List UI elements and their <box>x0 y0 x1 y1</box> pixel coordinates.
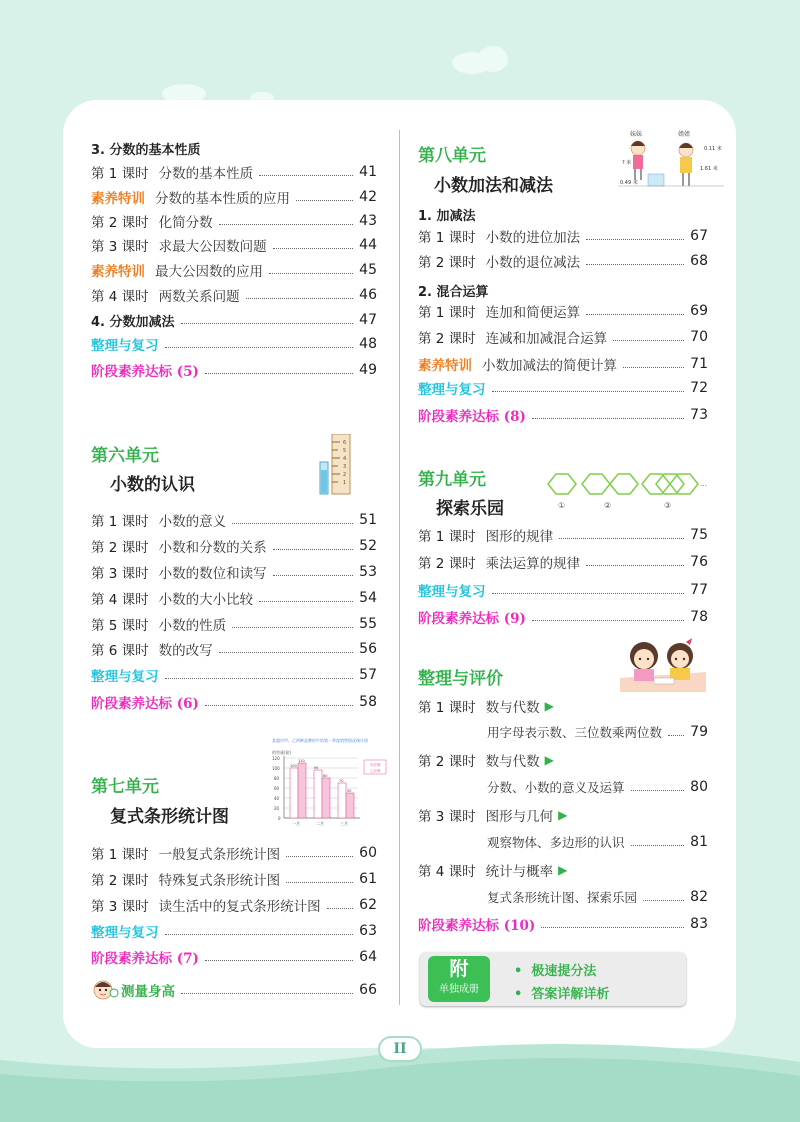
entry-title: 阶段素养达标 (5) <box>91 364 199 380</box>
dot-leader <box>668 735 684 736</box>
toc-entry[interactable] <box>418 913 708 935</box>
bullet-icon: • <box>514 964 523 979</box>
lesson-label: 第 2 课时 <box>418 556 476 572</box>
entry-subtitle: 分数、小数的意义及运算 <box>487 780 625 795</box>
chart-illus-value: 80 <box>323 774 328 778</box>
toc-sub-entry[interactable] <box>487 886 708 908</box>
dot-leader <box>492 391 685 392</box>
page-ref: 44 <box>359 237 377 253</box>
appendix-box <box>420 952 686 1006</box>
figure-label: 妹妹 <box>630 131 643 138</box>
unit-label: 整理与评价 <box>418 669 503 689</box>
lesson-label: 第 1 课时 <box>91 166 149 182</box>
dot-leader <box>259 601 353 602</box>
dot-leader <box>586 239 684 240</box>
entry-title: 整理与复习 <box>91 925 159 941</box>
dot-leader <box>327 908 353 909</box>
dot-leader <box>541 927 684 928</box>
dot-leader <box>643 900 684 901</box>
toc-entry[interactable] <box>91 535 377 557</box>
toc-sub-entry[interactable] <box>487 831 708 853</box>
toc-entry[interactable] <box>418 404 708 426</box>
toc-entry[interactable] <box>91 842 377 864</box>
lesson-label: 第 1 课时 <box>418 305 476 321</box>
entry-title: 整理与复习 <box>418 382 486 398</box>
page-ref: 55 <box>359 616 377 632</box>
figure-label: ? 米 <box>622 160 632 166</box>
page-ref: 63 <box>359 923 377 939</box>
lesson-label: 第 2 课时 <box>91 540 149 556</box>
page-ref: 61 <box>359 871 377 887</box>
entry-title: 测量身高 <box>121 984 175 1000</box>
lesson-label: 素养特训 <box>91 191 145 207</box>
dot-leader <box>205 960 353 961</box>
page-ref: 48 <box>359 336 377 352</box>
entry-title: 图形的规律 <box>485 529 554 545</box>
play-arrow-icon: ▶ <box>544 753 554 767</box>
dot-leader <box>246 298 353 299</box>
chart-illus-ytick: 0 <box>278 816 281 821</box>
entry-title: 化简分数 <box>158 215 213 231</box>
entry-title: 分数的基本性质 <box>158 166 254 182</box>
play-arrow-icon: ▶ <box>558 863 568 877</box>
toc-entry[interactable] <box>91 333 377 355</box>
ruler-illustration <box>318 434 354 496</box>
lesson-label: 第 1 课时 <box>418 529 476 545</box>
toc-entry[interactable] <box>91 638 377 660</box>
entry-title: 阶段素养达标 (6) <box>91 696 199 712</box>
chart-illus-value: 110 <box>298 759 305 763</box>
chart-illus-bar <box>298 763 306 818</box>
chart-illus-value: 50 <box>347 789 352 793</box>
lesson-label: 第 2 课时 <box>418 331 476 347</box>
toc-entry[interactable] <box>91 234 377 256</box>
page-ref: 66 <box>359 982 377 998</box>
dot-leader <box>559 538 684 539</box>
dot-leader <box>532 418 684 419</box>
page-ref: 69 <box>690 303 708 319</box>
toc-entry[interactable] <box>418 300 708 322</box>
unit-label: 第九单元 <box>418 470 486 490</box>
toc-entry[interactable] <box>91 186 377 208</box>
lesson-label: 第 2 课时 <box>418 754 476 770</box>
toc-entry[interactable] <box>418 326 708 348</box>
entry-title: 4. 分数加减法 <box>91 314 175 330</box>
lesson-label: 第 3 课时 <box>91 899 149 915</box>
toc-entry[interactable] <box>91 946 377 968</box>
sisters-height-illustration <box>618 128 724 192</box>
dot-leader <box>219 652 353 653</box>
appendix-item[interactable] <box>514 983 609 1002</box>
page-ref: 72 <box>690 380 708 396</box>
toc-entry[interactable] <box>91 587 377 609</box>
toc-entry[interactable] <box>91 210 377 232</box>
lesson-label: 第 4 课时 <box>91 592 149 608</box>
entry-title: 整理与复习 <box>91 669 159 685</box>
toc-entry[interactable] <box>91 561 377 583</box>
page-ref: 56 <box>359 641 377 657</box>
chart-illus-month: 二月 <box>316 821 324 826</box>
unit-title: 小数的认识 <box>110 475 195 495</box>
figure-number: ② <box>604 501 612 510</box>
lesson-label: 第 5 课时 <box>91 618 149 634</box>
page-ref: 75 <box>690 527 708 543</box>
dot-leader <box>269 273 353 274</box>
page-ref: 82 <box>690 889 708 905</box>
bullet-icon: • <box>514 987 523 1002</box>
entry-title: 小数的意义 <box>158 514 227 530</box>
kid-mascot-icon <box>91 979 119 1001</box>
chart-illus-value: 95 <box>314 766 319 770</box>
lesson-label: 第 1 课时 <box>91 514 149 530</box>
hexagon-pattern-illustration <box>544 466 710 512</box>
section-heading: 3. 分数的基本性质 <box>91 143 201 158</box>
page-ref: 53 <box>359 564 377 580</box>
page-ref: 83 <box>690 916 708 932</box>
entry-title: 数与代数 <box>485 700 540 716</box>
dot-leader <box>532 620 684 621</box>
toc-entry[interactable] <box>91 161 377 183</box>
entry-title: 小数的大小比较 <box>158 592 254 608</box>
toc-entry[interactable] <box>418 579 708 601</box>
lesson-label: 素养特训 <box>91 264 145 280</box>
toc-entry[interactable] <box>91 613 377 635</box>
chart-illus-month: 三月 <box>340 821 348 826</box>
entry-title: 阶段素养达标 (8) <box>418 409 526 425</box>
entry-title: 阶段素养达标 (9) <box>418 611 526 627</box>
dot-leader <box>273 575 353 576</box>
dot-leader <box>623 367 684 368</box>
section-heading: 2. 混合运算 <box>418 285 489 300</box>
figure-label: 0.11 米 <box>704 146 722 152</box>
unit-title: 小数加法和减法 <box>434 176 553 196</box>
page-ref: 62 <box>359 897 377 913</box>
lesson-label: 第 1 课时 <box>418 700 476 716</box>
dot-leader <box>205 705 353 706</box>
entry-title: 乘法运算的规律 <box>485 556 581 572</box>
toc-sub-entry[interactable] <box>487 776 708 798</box>
ruler-mark: 4 <box>343 456 347 462</box>
chart-illus-bar <box>314 770 322 818</box>
dot-leader <box>586 314 684 315</box>
dot-leader <box>286 882 353 883</box>
toc-entry[interactable] <box>418 524 708 546</box>
ruler-mark: 2 <box>343 472 347 478</box>
entry-title: 图形与几何 <box>485 809 554 825</box>
chart-illus-legend-item: 甲品牌 <box>370 763 381 767</box>
entry-title: 小数的性质 <box>158 618 227 634</box>
entry-title: 特殊复式条形统计图 <box>158 873 281 889</box>
page-ref: 45 <box>359 262 377 278</box>
entry-title: 小数的退位减法 <box>485 255 581 271</box>
chart-illus-bar <box>346 793 354 818</box>
page-ref: 67 <box>690 228 708 244</box>
page-ref: 64 <box>359 949 377 965</box>
page-ref: 51 <box>359 512 377 528</box>
appendix-badge <box>428 956 490 1002</box>
entry-title: 统计与概率 <box>485 864 554 880</box>
dot-leader <box>219 224 353 225</box>
lesson-label: 第 2 课时 <box>418 255 476 271</box>
toc-entry[interactable] <box>418 377 708 399</box>
dot-leader <box>286 856 353 857</box>
figure-number: ① <box>558 501 566 510</box>
chart-illus-ytick: 60 <box>274 786 280 791</box>
page-number: II <box>378 1036 422 1062</box>
toc-entry[interactable] <box>418 695 708 717</box>
toc-entry[interactable] <box>91 868 377 890</box>
dot-leader <box>165 934 354 935</box>
unit-title: 探索乐园 <box>436 499 504 519</box>
ruler-mark: 1 <box>343 480 347 486</box>
entry-title: 一般复式条形统计图 <box>158 847 281 863</box>
entry-title: 整理与复习 <box>418 584 486 600</box>
chart-illus-value: 70 <box>339 779 344 783</box>
chart-illus-ytick: 100 <box>272 766 280 771</box>
page-ref: 47 <box>359 312 377 328</box>
entry-title: 小数的进位加法 <box>485 230 581 246</box>
page-ref: 76 <box>690 554 708 570</box>
toc-entry[interactable] <box>91 309 377 331</box>
entry-subtitle: 用字母表示数、三位数乘两位数 <box>487 725 663 740</box>
entry-title: 小数加减法的简便计算 <box>482 358 617 374</box>
column-divider <box>399 130 400 1005</box>
dot-leader <box>165 347 354 348</box>
lesson-label: 第 3 课时 <box>91 239 149 255</box>
page-ref: 60 <box>359 845 377 861</box>
dot-leader <box>181 993 353 994</box>
toc-entry[interactable] <box>91 894 377 916</box>
dot-leader <box>492 593 685 594</box>
toc-entry[interactable] <box>91 920 377 942</box>
lesson-label: 第 2 课时 <box>91 215 149 231</box>
lesson-label: 第 4 课时 <box>91 289 149 305</box>
lesson-label: 第 1 课时 <box>91 847 149 863</box>
toc-entry[interactable] <box>91 259 377 281</box>
entry-title: 阶段素养达标 (7) <box>91 951 199 967</box>
dot-leader <box>586 565 684 566</box>
chart-illus-ytick: 80 <box>274 776 280 781</box>
dot-leader <box>613 340 684 341</box>
section-heading: 1. 加减法 <box>418 209 476 224</box>
toc-entry[interactable] <box>418 749 708 771</box>
entry-subtitle: 观察物体、多边形的认识 <box>487 835 625 850</box>
toc-entry[interactable] <box>91 284 377 306</box>
ellipsis-mark: … <box>700 480 707 488</box>
entry-title: 整理与复习 <box>91 338 159 354</box>
entry-title: 小数的数位和读写 <box>158 566 267 582</box>
chart-illus-ytick: 120 <box>272 756 280 761</box>
dot-leader <box>259 175 353 176</box>
play-arrow-icon: ▶ <box>544 699 554 713</box>
unit-label: 第七单元 <box>91 777 159 797</box>
chart-illus-yunit: 销售量(箱) <box>272 750 292 755</box>
toc-entry[interactable] <box>418 859 708 881</box>
entry-title: 小数和分数的关系 <box>158 540 267 556</box>
page-ref: 43 <box>359 213 377 229</box>
page-ref: 73 <box>690 407 708 423</box>
dot-leader <box>631 845 684 846</box>
entry-title: 阶段素养达标 (10) <box>418 918 536 934</box>
ruler-mark: 6 <box>343 440 347 446</box>
entry-title: 数的改写 <box>158 643 213 659</box>
page-ref: 79 <box>690 724 708 740</box>
toc-entry[interactable] <box>418 804 708 826</box>
ruler-mark: 3 <box>343 464 347 470</box>
appendix-badge-title: 附 <box>449 958 469 980</box>
chart-illus-bar <box>338 783 346 818</box>
dot-leader <box>296 200 353 201</box>
page-ref: 71 <box>690 356 708 372</box>
chart-illus-month: 一月 <box>292 821 300 826</box>
bar-chart-illustration <box>270 736 388 828</box>
toc-entry[interactable] <box>91 979 377 1001</box>
page-ref: 41 <box>359 164 377 180</box>
toc-entry[interactable] <box>91 691 377 713</box>
entry-subtitle: 复式条形统计图、探索乐园 <box>487 890 638 905</box>
entry-title: 分数的基本性质的应用 <box>155 191 290 207</box>
toc-entry[interactable] <box>91 509 377 531</box>
dot-leader <box>165 678 354 679</box>
dot-leader <box>205 373 353 374</box>
toc-entry[interactable] <box>418 551 708 573</box>
entry-title: 两数关系问题 <box>158 289 240 305</box>
unit-label: 第八单元 <box>418 146 486 166</box>
entry-title: 连加和简便运算 <box>485 305 581 321</box>
chart-illus-title: 某超市甲、乙两种品牌的牛奶第一季度销售情况统计图 <box>272 738 368 743</box>
page-ref: 77 <box>690 582 708 598</box>
toc-entry[interactable] <box>91 664 377 686</box>
figure-number: ③ <box>664 501 672 510</box>
dot-leader <box>273 549 353 550</box>
lesson-label: 第 2 课时 <box>91 873 149 889</box>
page-ref: 58 <box>359 694 377 710</box>
page-ref: 52 <box>359 538 377 554</box>
page-ref: 54 <box>359 590 377 606</box>
figure-label: 0.49 米 <box>620 180 638 186</box>
play-arrow-icon: ▶ <box>558 808 568 822</box>
figure-label: 1.61 米 <box>700 166 718 172</box>
appendix-badge-subtitle: 单独成册 <box>439 984 479 995</box>
appendix-item-label: 答案详解详析 <box>531 987 610 1002</box>
page-ref: 42 <box>359 189 377 205</box>
figure-label: 姐姐 <box>678 131 691 138</box>
lesson-label: 第 4 课时 <box>418 864 476 880</box>
entry-title: 读生活中的复式条形统计图 <box>158 899 321 915</box>
ruler-mark: 5 <box>343 448 347 454</box>
lesson-label: 第 3 课时 <box>91 566 149 582</box>
lesson-label: 素养特训 <box>418 358 472 374</box>
lesson-label: 第 6 课时 <box>91 643 149 659</box>
page-ref: 78 <box>690 609 708 625</box>
page-ref: 81 <box>690 834 708 850</box>
entry-title: 连减和加减混合运算 <box>485 331 608 347</box>
entry-title: 最大公因数的应用 <box>155 264 263 280</box>
toc-entry[interactable] <box>418 606 708 628</box>
page-ref: 49 <box>359 362 377 378</box>
page-ref: 70 <box>690 329 708 345</box>
toc-entry[interactable] <box>418 225 708 247</box>
chart-illus-legend-item: 乙品牌 <box>370 769 381 773</box>
chart-illus-bar <box>290 768 298 818</box>
chart-illus-ytick: 20 <box>274 806 280 811</box>
dot-leader <box>631 790 684 791</box>
dot-leader <box>586 264 684 265</box>
dot-leader <box>232 627 353 628</box>
unit-title: 复式条形统计图 <box>110 807 229 827</box>
dot-leader <box>181 323 353 324</box>
unit-label: 第六单元 <box>91 446 159 466</box>
toc-entry[interactable] <box>91 359 377 381</box>
chart-illus-value: 100 <box>290 764 297 768</box>
entry-title: 求最大公因数问题 <box>158 239 267 255</box>
toc-sub-entry[interactable] <box>487 721 708 743</box>
lesson-label: 第 3 课时 <box>418 809 476 825</box>
chart-illus-ytick: 40 <box>274 796 280 801</box>
dot-leader <box>273 248 353 249</box>
toc-entry[interactable] <box>418 353 708 375</box>
appendix-item[interactable] <box>514 960 596 979</box>
page-ref: 57 <box>359 667 377 683</box>
appendix-item-label: 极速提分法 <box>531 964 597 979</box>
cloud-decoration <box>478 46 508 72</box>
lesson-label: 第 1 课时 <box>418 230 476 246</box>
entry-title: 数与代数 <box>485 754 540 770</box>
page-ref: 80 <box>690 779 708 795</box>
chart-illus-bar <box>322 778 330 818</box>
toc-entry[interactable] <box>418 250 708 272</box>
dot-leader <box>232 523 353 524</box>
page-ref: 68 <box>690 253 708 269</box>
page-ref: 46 <box>359 287 377 303</box>
girls-studying-illustration <box>618 632 708 694</box>
